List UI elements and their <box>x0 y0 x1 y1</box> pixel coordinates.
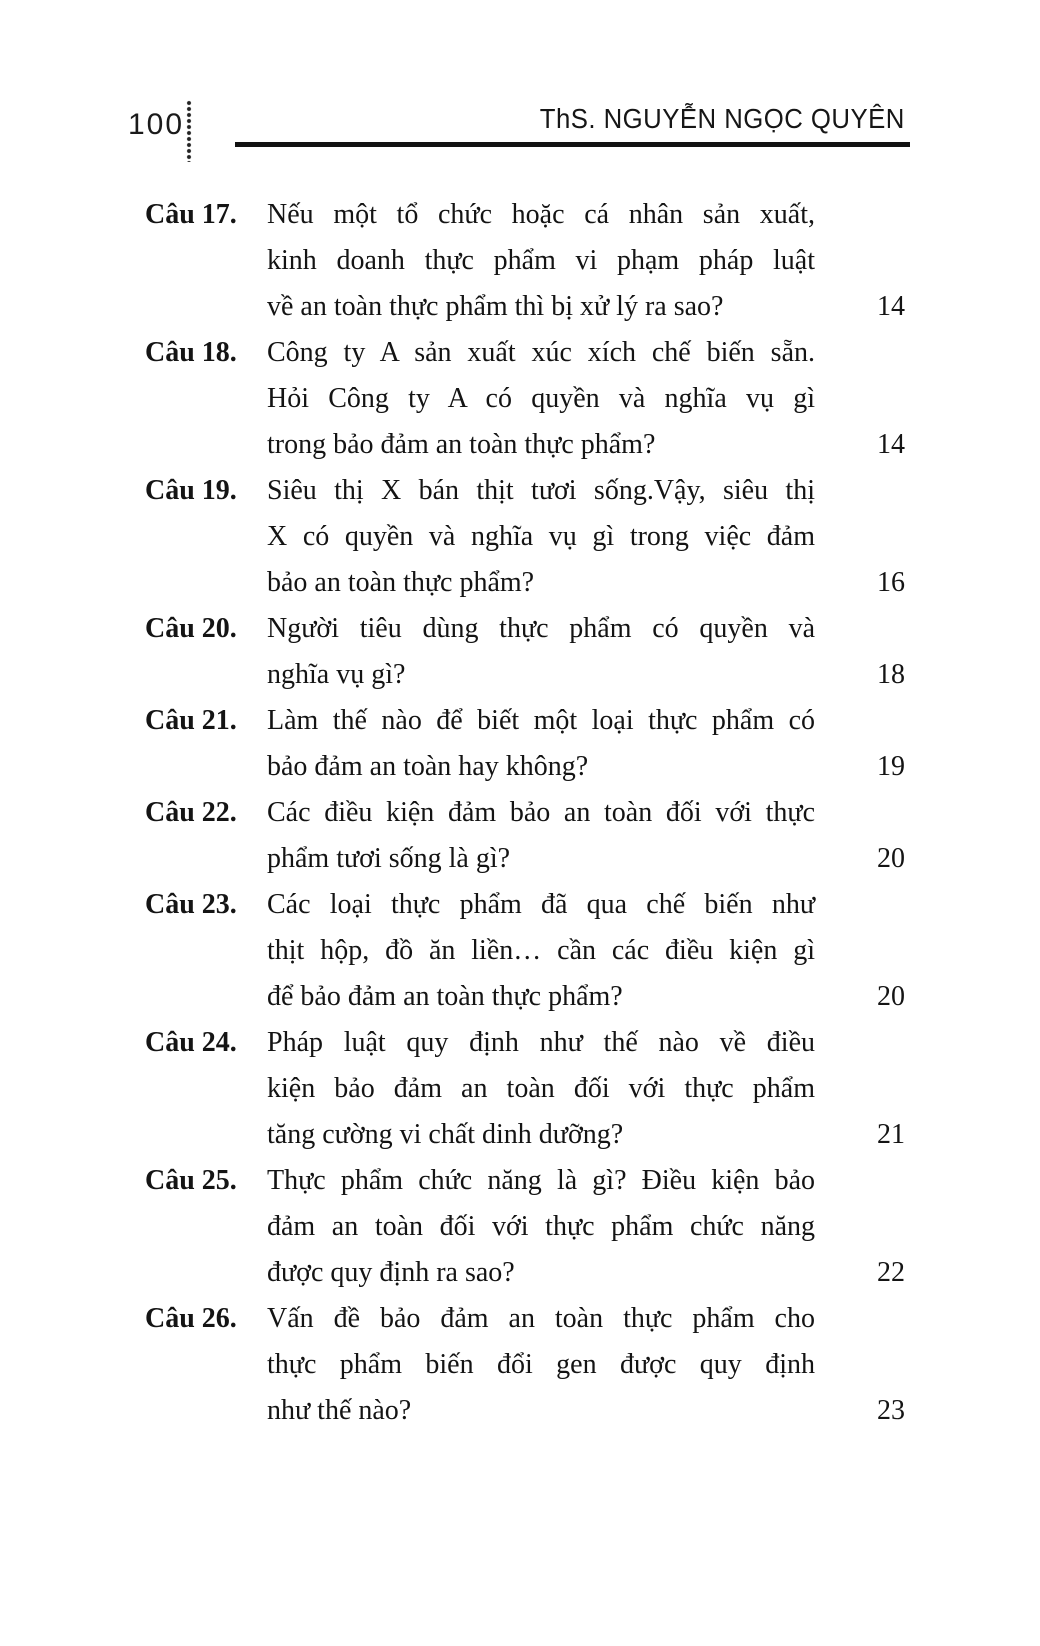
header-rule <box>235 142 910 147</box>
toc-entry-line: kiện bảo đảm an toàn đối với thực phẩm <box>267 1073 815 1104</box>
toc-entry-line: bảo an toàn thực phẩm? <box>267 567 535 598</box>
toc-entry-label: Câu 19. <box>145 475 237 506</box>
toc-entry-line: được quy định ra sao? <box>267 1257 515 1288</box>
toc-entry-line: tăng cường vi chất dinh dưỡng? <box>267 1119 624 1150</box>
toc-entry-page-number: 18 <box>877 659 905 690</box>
page-number: 100 <box>128 108 185 141</box>
toc-entry-lines <box>267 1020 815 1158</box>
toc-entry-lines <box>267 606 815 698</box>
toc-entry-label: Câu 24. <box>145 1027 237 1058</box>
table-of-contents <box>145 192 905 1434</box>
toc-entry-page-number: 20 <box>877 843 905 874</box>
running-head-author: ThS. NGUYỄN NGỌC QUYÊN <box>539 103 905 134</box>
toc-entry-page-number: 19 <box>877 751 905 782</box>
toc-entry <box>145 330 905 468</box>
toc-entry-line: X có quyền và nghĩa vụ gì trong việc đảm <box>267 521 815 552</box>
toc-entry-label: Câu 17. <box>145 199 237 230</box>
toc-entry-page-number: 14 <box>877 429 905 460</box>
toc-entry <box>145 1296 905 1434</box>
toc-entry <box>145 790 905 882</box>
toc-entry-line: như thế nào? <box>267 1395 412 1426</box>
toc-entry-line: trong bảo đảm an toàn thực phẩm? <box>267 429 656 460</box>
toc-entry <box>145 882 905 1020</box>
toc-entry-lines <box>267 1296 815 1434</box>
toc-entry <box>145 606 905 698</box>
toc-entry-line: Người tiêu dùng thực phẩm có quyền và <box>267 613 815 644</box>
toc-entry-line: Thực phẩm chức năng là gì? Điều kiện bảo <box>267 1165 815 1196</box>
toc-entry-page-number: 20 <box>877 981 905 1012</box>
toc-entry <box>145 192 905 330</box>
toc-entry-label: Câu 20. <box>145 613 237 644</box>
toc-entry-line: Các loại thực phẩm đã qua chế biến như <box>267 889 815 920</box>
toc-entry-line: thực phẩm biến đổi gen được quy định <box>267 1349 815 1380</box>
toc-entry-label: Câu 25. <box>145 1165 237 1196</box>
toc-entry-line: Nếu một tổ chức hoặc cá nhân sản xuất, <box>267 199 815 230</box>
toc-entry-page-number: 21 <box>877 1119 905 1150</box>
toc-entry-line: về an toàn thực phẩm thì bị xử lý ra sao? <box>267 291 724 322</box>
toc-entry <box>145 1020 905 1158</box>
toc-entry-line: Công ty A sản xuất xúc xích chế biến sẵn. <box>267 337 815 368</box>
toc-entry-lines <box>267 468 815 606</box>
toc-entry-line: bảo đảm an toàn hay không? <box>267 751 589 782</box>
toc-entry-label: Câu 21. <box>145 705 237 736</box>
toc-entry-page-number: 16 <box>877 567 905 598</box>
toc-entry-line: thịt hộp, đồ ăn liền… cần các điều kiện gì <box>267 935 815 966</box>
toc-entry-line: Làm thế nào để biết một loại thực phẩm có <box>267 705 815 736</box>
toc-entry-lines <box>267 790 815 882</box>
toc-entry <box>145 468 905 606</box>
toc-entry-page-number: 14 <box>877 291 905 322</box>
toc-entry-label: Câu 18. <box>145 337 237 368</box>
toc-entry-lines <box>267 698 815 790</box>
toc-entry-line: Siêu thị X bán thịt tươi sống.Vậy, siêu thị <box>267 475 815 506</box>
toc-entry-page-number: 22 <box>877 1257 905 1288</box>
toc-entry-label: Câu 23. <box>145 889 237 920</box>
toc-entry-label: Câu 26. <box>145 1303 237 1334</box>
toc-entry-line: Pháp luật quy định như thế nào về điều <box>267 1027 815 1058</box>
toc-entry-lines <box>267 330 815 468</box>
toc-entry-line: phẩm tươi sống là gì? <box>267 843 511 874</box>
toc-entry <box>145 698 905 790</box>
toc-entry-lines <box>267 192 815 330</box>
toc-entry-line: Vấn đề bảo đảm an toàn thực phẩm cho <box>267 1303 815 1334</box>
toc-entry-label: Câu 22. <box>145 797 237 828</box>
toc-entry-lines <box>267 1158 815 1296</box>
toc-entry-page-number: 23 <box>877 1395 905 1426</box>
toc-entry-line: nghĩa vụ gì? <box>267 659 406 690</box>
toc-entry-line: Các điều kiện đảm bảo an toàn đối với thực <box>267 797 815 828</box>
chain-ornament-icon <box>186 100 193 162</box>
toc-entry-line: đảm an toàn đối với thực phẩm chức năng <box>267 1211 815 1242</box>
toc-entry-line: kinh doanh thực phẩm vi phạm pháp luật <box>267 245 815 276</box>
toc-entry-lines <box>267 882 815 1020</box>
toc-entry-line: Hỏi Công ty A có quyền và nghĩa vụ gì <box>267 383 815 414</box>
toc-entry-line: để bảo đảm an toàn thực phẩm? <box>267 981 623 1012</box>
toc-entry <box>145 1158 905 1296</box>
